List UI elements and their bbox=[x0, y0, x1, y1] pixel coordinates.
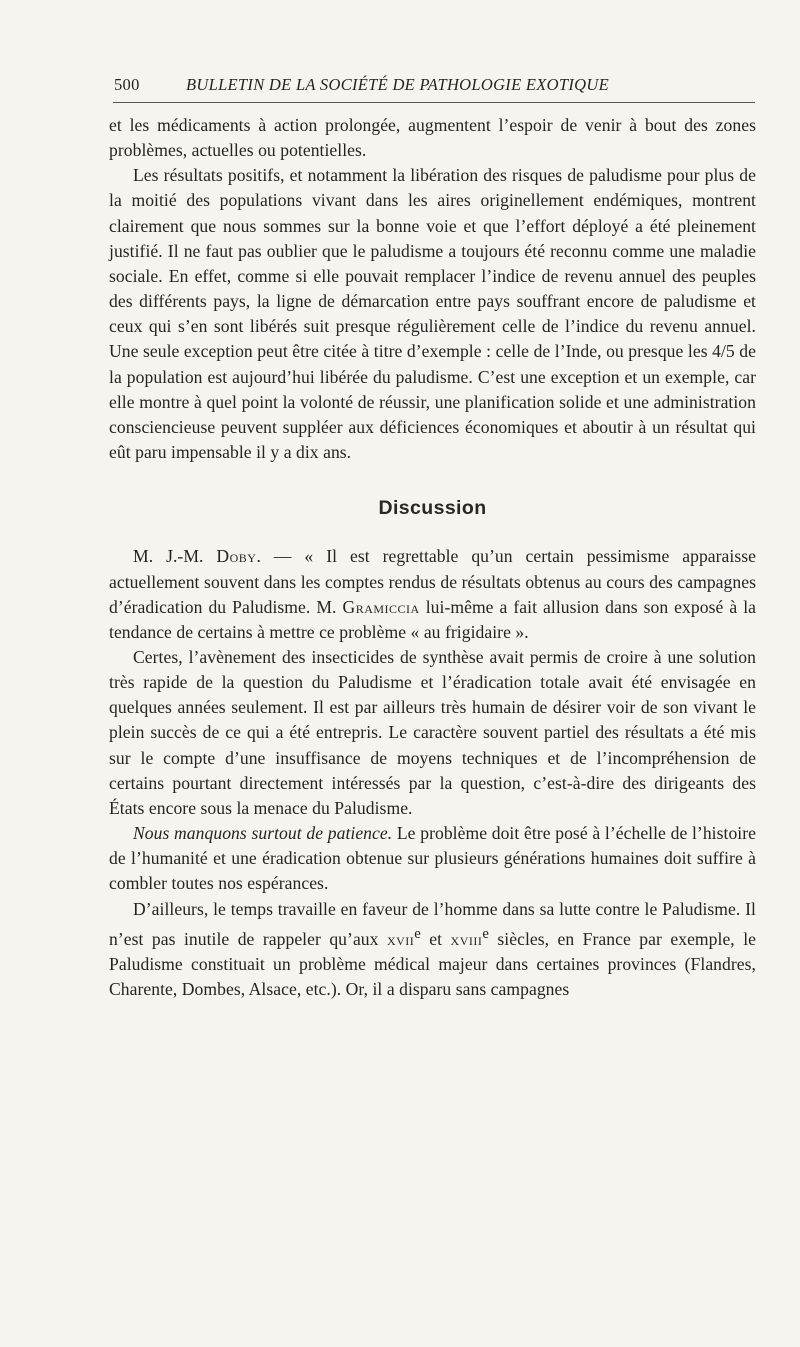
header-rule bbox=[113, 102, 755, 103]
speaker-name: Doby bbox=[216, 546, 257, 567]
century-18: xviii bbox=[450, 928, 483, 949]
paragraph-history bbox=[109, 897, 756, 1002]
page bbox=[109, 72, 756, 1002]
cited-name: Gramiccia bbox=[342, 596, 420, 617]
paragraph-doby bbox=[109, 544, 756, 645]
history-text-b: siècles, en France par exemple, le Paludisme constituait un problème médical majeur dans certaines provinces (Flandres, Charente, Dombes, Alsace, etc.). Or, il a disparu sans campagnes bbox=[109, 928, 757, 999]
article-body bbox=[109, 113, 756, 1002]
running-head bbox=[109, 72, 756, 98]
speaker-prefix: M. J.-M. bbox=[133, 546, 217, 567]
page-number: 500 bbox=[114, 75, 140, 94]
doby-text-a: . — « Il est regrettable qu’un certain pessimisme apparaisse actuellement souvent dans les comptes rendus de résultats obtenus au cours des campagnes d’éradication du Paludisme. M. bbox=[109, 546, 757, 617]
century-18-sup: e bbox=[482, 925, 489, 942]
history-and: et bbox=[420, 928, 451, 949]
patience-rest: Le problème doit être posé à l’échelle de l’histoire de l’humanité et une éradication obtenue sur plusieurs générations humaines doit suffire à combler toutes nos espérances. bbox=[109, 823, 756, 894]
history-text-a: D’ailleurs, le temps travaille en faveur de l’homme dans sa lutte contre le Paludisme. Il n’est pas inutile de rappeler qu’aux bbox=[109, 898, 756, 949]
paragraph-results: Les résultats positifs, et notamment la libération des risques de paludisme pour plus de la moitié des populations vivant dans les aires originellement endémiques, montrent clairement que nous sommes sur la bonne voie et que l’effort déployé a été pleinement justifié. Il ne faut pas oublier que le paludisme a toujours été reconnu comme une maladie sociale. En effet, comme si elle pouvait remplacer l’indice de revenu annuel des peuples des différents pays, la ligne de démarcation entre pays souffrant encore de paludisme et ceux qui s’en sont libérés suit presque régulièrement celle de l’indice du revenu annuel. Une seule exception peut être citée à titre d’exemple : celle de l’Inde, ou presque les 4/5 de la population est aujourd’hui libérée du paludisme. C’est une exception et un exemple, car elle montre à quel point la volonté de réussir, une planification solide et une administration consciencieuse peuvent suppléer aux déficiences économiques et aboutir à un résultat qui eût paru impensable il y a dix ans. bbox=[109, 165, 756, 463]
paragraph-insecticides: Certes, l’avènement des insecticides de synthèse avait permis de croire à une solution très rapide de la question du Paludisme et l’éradication totale avait été envisagée en quelques années seulement. Il est par ailleurs très humain de désirer voir de son vivant le plein succès de ce qui a été entrepris. Le caractère souvent partiel des résultats a été mis sur le compte d’une insuffisance de moyens techniques et de l’incompréhension de certains pourtant directement intéressés par la question, c’est-à-dire des dirigeants des États encore sous la menace du Paludisme. bbox=[109, 646, 756, 818]
paragraph-continuation: et les médicaments à action prolongée, augmentent l’espoir de venir à bout des zones problèmes, actuelles ou potentielles. bbox=[109, 115, 756, 161]
discussion-heading: Discussion bbox=[378, 497, 487, 520]
patience-italic: Nous manquons surtout de patience. bbox=[133, 823, 393, 844]
century-17: xvii bbox=[386, 928, 415, 949]
doby-text-b: lui-même a fait allusion dans son exposé à la tendance de certains à mettre ce problème « au frigidaire ». bbox=[109, 596, 756, 642]
paragraph-patience bbox=[109, 821, 756, 896]
journal-title: BULLETIN DE LA SOCIÉTÉ DE PATHOLOGIE EXOTIQUE bbox=[186, 75, 609, 94]
century-17-sup: e bbox=[414, 925, 421, 942]
